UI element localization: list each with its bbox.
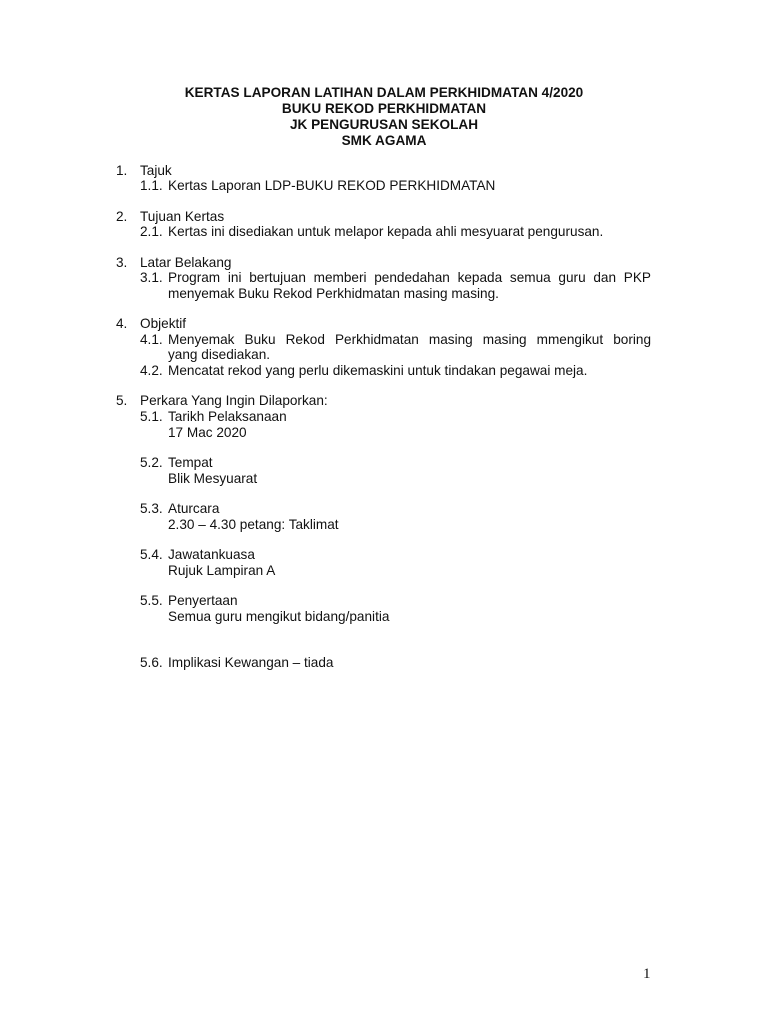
section-5-6-number: 5.6.	[140, 655, 163, 670]
doc-title-line-1: KERTAS LAPORAN LATIHAN DALAM PERKHIDMATAN 4/2020	[184, 85, 584, 100]
section-1-1-text: Kertas Laporan LDP-BUKU REKOD PERKHIDMATAN	[168, 178, 496, 193]
doc-title-line-2: BUKU REKOD PERKHIDMATAN	[281, 101, 487, 116]
section-5-2-value: Blik Mesyuarat	[168, 471, 258, 486]
section-5-3-number: 5.3.	[140, 501, 163, 516]
page-number: 1	[643, 966, 651, 982]
section-2-1-number: 2.1.	[140, 224, 163, 239]
section-3-1-line-1: Program ini bertujuan memberi pendedahan kepada semua guru dan PKP	[168, 270, 651, 285]
section-5-1-number: 5.1.	[140, 409, 163, 424]
section-5-3-value: 2.30 – 4.30 petang: Taklimat	[168, 517, 339, 532]
section-1-title: Tajuk	[140, 163, 172, 178]
section-2-title: Tujuan Kertas	[140, 209, 225, 224]
section-1-1-number: 1.1.	[140, 178, 163, 193]
doc-title-line-4: SMK AGAMA	[341, 133, 427, 148]
section-2-1-text: Kertas ini disediakan untuk melapor kepada ahli mesyuarat pengurusan.	[168, 224, 604, 239]
section-5-4-label: Jawatankuasa	[168, 547, 255, 562]
section-5-5-label: Penyertaan	[168, 593, 238, 608]
section-5-4-number: 5.4.	[140, 547, 163, 562]
section-3-title: Latar Belakang	[140, 255, 232, 270]
section-5-5-value: Semua guru mengikut bidang/panitia	[168, 609, 390, 624]
section-5-title: Perkara Yang Ingin Dilaporkan:	[140, 393, 328, 408]
section-5-5-number: 5.5.	[140, 593, 163, 608]
section-4-1-number: 4.1.	[140, 332, 163, 347]
section-5-1-value: 17 Mac 2020	[168, 425, 247, 440]
section-4-1-line-2: yang disediakan.	[168, 347, 271, 362]
section-2-number: 2.	[116, 209, 128, 224]
section-5-4-value: Rujuk Lampiran A	[168, 563, 276, 578]
section-3-1-number: 3.1.	[140, 270, 163, 285]
section-5-number: 5.	[116, 393, 128, 408]
section-4-1-line-1: Menyemak Buku Rekod Perkhidmatan masing masing mmengikut boring	[168, 332, 651, 347]
section-4-number: 4.	[116, 316, 128, 331]
section-4-2-text: Mencatat rekod yang perlu dikemaskini untuk tindakan pegawai meja.	[168, 363, 588, 378]
section-4-2-number: 4.2.	[140, 363, 163, 378]
section-3-1-line-2: menyemak Buku Rekod Perkhidmatan masing masing.	[168, 286, 499, 301]
section-5-3-label: Aturcara	[168, 501, 220, 516]
section-4-title: Objektif	[140, 316, 187, 331]
section-5-2-label: Tempat	[168, 455, 213, 470]
section-1-number: 1.	[116, 163, 128, 178]
section-3-number: 3.	[116, 255, 128, 270]
section-5-2-number: 5.2.	[140, 455, 163, 470]
section-5-6-label: Implikasi Kewangan – tiada	[168, 655, 334, 670]
doc-title-line-3: JK PENGURUSAN SEKOLAH	[289, 117, 479, 132]
section-5-1-label: Tarikh Pelaksanaan	[168, 409, 287, 424]
